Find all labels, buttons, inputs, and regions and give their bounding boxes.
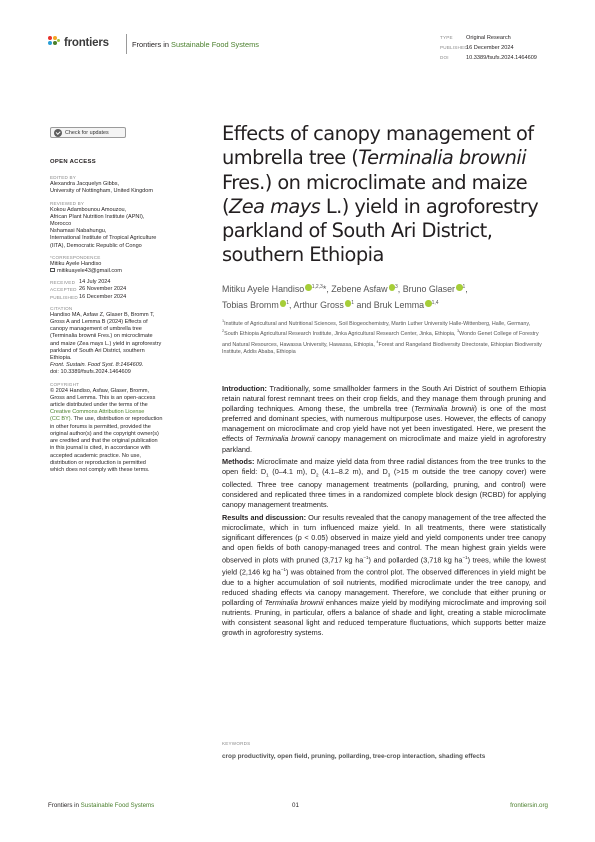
affil-text: Forest and Rangeland Biodiversity Directorate, Ethiopian Biodiversity Institute, Addis Ababa, Ethiopia bbox=[222, 341, 542, 356]
type-label: TYPE bbox=[440, 35, 453, 40]
journal-title: Sustainable Food Systems bbox=[171, 40, 259, 49]
abstract-text: ) is one of the most preferred and dominant species, with numerous multipurpose uses. However, the effects of canopy management on microclimate and crop yield have not yet been investigated. Here, we present the effects of bbox=[222, 404, 546, 444]
open-access-label: OPEN ACCESS bbox=[50, 159, 96, 165]
license-link[interactable]: Creative Commons Attribution License bbox=[50, 409, 145, 416]
copyright-line: The use, distribution or reproduction bbox=[73, 416, 163, 423]
article-title bbox=[222, 122, 552, 268]
abstract-text: canopy management on microclimate and maize yield in agroforestry parkland. bbox=[222, 434, 546, 454]
abstract-text: (0–4.1 m), D bbox=[268, 466, 317, 476]
author-name: Arthur Gross bbox=[293, 299, 344, 310]
subscript: 2 bbox=[316, 472, 319, 478]
affil-number: 3 bbox=[457, 329, 460, 334]
email-icon bbox=[50, 268, 55, 272]
reviewer-line: Kokou Adambounou Amouzou, bbox=[50, 206, 127, 213]
check-for-updates-button[interactable] bbox=[50, 127, 126, 138]
corresponding-mark: * bbox=[322, 283, 327, 294]
title-text: L.) yield in agroforestry parkland of South Ari District, southern Ethiopia bbox=[222, 194, 539, 267]
correspondence bbox=[50, 254, 200, 275]
abstract-results bbox=[222, 513, 546, 639]
accepted-label: ACCEPTED bbox=[50, 287, 77, 293]
abstract-text: ) was obtained from the control plot. The observed differences in yield might be due to a higher accumulation of soil nutrients, modified microclimate under the tree canopy, and reduced shading effects via canopy management. Therefore, we conclude that either pruning or pollarding of bbox=[222, 567, 547, 608]
author-name: Tobias Bromm bbox=[222, 299, 279, 310]
editor-line: Alexandra Jacquelyn Gibbs, bbox=[50, 181, 120, 188]
footer-journal-name: Sustainable Food Systems bbox=[80, 802, 155, 809]
abstract-text: ) trees, while the lowest yield (2,146 kg ha bbox=[222, 555, 547, 577]
frontiers-logo[interactable] bbox=[48, 36, 109, 49]
page-footer bbox=[48, 802, 548, 809]
title-text: Fres.) on microclimate and maize ( bbox=[222, 170, 528, 218]
citation-journal: Front. Sustain. Food Syst. 8:1464609. bbox=[50, 362, 144, 369]
citation-line: canopy management of umbrella tree bbox=[50, 326, 142, 333]
page-header bbox=[48, 33, 548, 61]
section-heading: Introduction: bbox=[222, 384, 267, 393]
citation-line: and maize (Zea mays L.) yield in agroforestry bbox=[50, 340, 162, 347]
abstract-text: enhances maize yield by modifying microclimate and improving soil nutrients. Pruning, in particular, offers a balance of shade and light, creating a stable microclimate with consistent seasonal light and reduced temperature fluctuations, which supports better maize growth in agroforestry systems. bbox=[222, 598, 546, 638]
header-divider bbox=[126, 34, 127, 54]
frontiers-logo-icon bbox=[48, 36, 61, 49]
citation-label: CITATION bbox=[50, 305, 73, 311]
published-value: 16 December 2024 bbox=[466, 45, 514, 51]
editor-line: University of Nottingham, United Kingdom bbox=[50, 188, 153, 195]
keywords bbox=[222, 741, 546, 762]
copyright-line: in this journal is cited, in accordance with bbox=[50, 445, 151, 452]
reviewer-line: (IITA), Democratic Republic of Congo bbox=[50, 242, 142, 249]
abstract-introduction bbox=[222, 384, 546, 455]
dates bbox=[50, 279, 200, 301]
species-name: Terminalia brownii bbox=[255, 434, 315, 444]
accepted-value: 26 November 2024 bbox=[79, 286, 127, 293]
page-number: 01 bbox=[292, 802, 299, 809]
reviewer-line: African Plant Nutrition Institute (APNI), bbox=[50, 213, 145, 220]
reviewed-by bbox=[50, 200, 200, 250]
abstract-text: (4.1–8.2 m), and D bbox=[318, 466, 388, 476]
author-affil: 1 bbox=[351, 299, 355, 306]
citation-line: Handiso MA, Asfaw Z, Glaser B, Bromm T, bbox=[50, 311, 155, 318]
copyright-line: Gross and Lemma. This is an open-access bbox=[50, 394, 156, 401]
published-value: 16 December 2024 bbox=[79, 293, 127, 300]
abstract-text: Our results revealed that the canopy management of the tree affected the microclimate, which in turn influenced maize yield. In all treatments, there were statistically significant differences (p < 0.05) observed in maize yield and yield components under tree canopy and open fields of both canopy-managed trees and control. The mean highest grain yields were observed in plots with pruned (3,717 kg ha bbox=[222, 512, 546, 565]
footer-journal[interactable] bbox=[48, 802, 154, 809]
email-text: mitikuayele43@gmail.com bbox=[57, 268, 122, 275]
abstract-text: ) and pollarded (3,718 kg ha bbox=[368, 555, 463, 565]
abstract-text: Traditionally, some smallholder farmers in the South Ari District of southern Ethiopia retain natural forest remnant trees on their crop fields, and they manage them through pruning and pollarding techniques. Among these, the umbrella tree ( bbox=[222, 384, 546, 414]
author-name: Bruno Glaser bbox=[402, 283, 456, 294]
author[interactable] bbox=[374, 300, 439, 310]
keywords-text: crop productivity, open field, pruning, pollarding, tree-crop interaction, shading effects bbox=[222, 753, 486, 760]
keywords-label: KEYWORDS bbox=[222, 741, 251, 746]
superscript: −1 bbox=[363, 554, 369, 560]
license-link[interactable]: (CC BY). bbox=[50, 416, 73, 423]
journal-prefix: Frontiers in bbox=[132, 40, 172, 49]
correspondence-email[interactable] bbox=[50, 268, 200, 275]
reviewer-line: Morocco bbox=[50, 221, 72, 228]
superscript: −1 bbox=[462, 554, 468, 560]
author-name: Zebene Asfaw bbox=[331, 283, 388, 294]
author-list bbox=[222, 280, 552, 312]
section-heading: Methods: bbox=[222, 456, 255, 466]
abstract bbox=[222, 384, 546, 641]
copyright-line: accepted academic practice. No use, bbox=[50, 452, 141, 459]
citation-line: Ethiopia. bbox=[50, 355, 72, 362]
copyright-line: distribution or reproduction is permitted bbox=[50, 459, 146, 466]
affil-text: Wondo Genet College of Forestry and Natural Resources, Hawassa University, Hawassa, Ethiopia, bbox=[222, 331, 539, 348]
check-updates-label: Check for updates bbox=[65, 129, 109, 136]
species-name: Terminalia brownii bbox=[264, 598, 324, 608]
title-species: Terminalia brownii bbox=[358, 146, 527, 170]
author[interactable]: Mitiku Ayele Handiso $^{1,2,3}$*, bbox=[222, 283, 332, 294]
author[interactable]: Arthur Gross $^1$ and bbox=[293, 299, 374, 310]
citation-line: (Terminalia brownii Fres.) on microclimate bbox=[50, 333, 153, 340]
sidebar bbox=[50, 159, 200, 478]
abstract-text: Microclimate and maize yield data from three radial distances from the tree trunks to the open field: D bbox=[222, 456, 546, 476]
citation bbox=[50, 305, 200, 377]
reviewed-by-label: REVIEWED BY bbox=[50, 200, 85, 206]
received-value: 14 July 2024 bbox=[79, 279, 111, 286]
copyright-line: © 2024 Handiso, Asfaw, Glaser, Bromm, bbox=[50, 387, 150, 394]
author-affil: 1 bbox=[286, 299, 289, 306]
doi-label: DOI bbox=[440, 55, 449, 60]
type-value: Original Research bbox=[466, 35, 511, 41]
received-label: RECEIVED bbox=[50, 280, 76, 286]
copyright-line: in other forums is permitted, provided the bbox=[50, 423, 151, 430]
author-name: Bruk Lemma bbox=[373, 299, 425, 310]
reviewer-line: International Institute of Tropical Agriculture bbox=[50, 235, 157, 242]
article-meta bbox=[440, 33, 537, 63]
superscript: −1 bbox=[280, 567, 286, 573]
correspondence-label: *CORRESPONDENCE bbox=[50, 254, 101, 260]
author[interactable]: Bruno Glaser $^1$, bbox=[402, 283, 468, 294]
author-affil: 1,2,3 bbox=[311, 284, 323, 290]
section-heading: Results and discussion: bbox=[222, 512, 307, 522]
author-affil: 1 bbox=[462, 284, 466, 290]
correspondence-name: Mitiku Ayele Handiso bbox=[50, 260, 102, 267]
copyright bbox=[50, 381, 200, 474]
title-species: Zea mays bbox=[229, 194, 321, 218]
title-text: Effects of canopy management of umbrella tree ( bbox=[222, 122, 534, 170]
affil-text: Institute of Agricultural and Nutritional Sciences, Soil Biogeochemistry, Martin Luther University Halle-Wittenberg, Halle, Germany, bbox=[224, 320, 531, 327]
copyright-line: original author(s) and the copyright owner(s) bbox=[50, 430, 159, 437]
reviewer-line: Nshamasi Nabahungu, bbox=[50, 228, 107, 235]
affil-text: South Ethiopia Agricultural Research Institute, Jinka Agricultural Research Center, Jinka, Ethiopia, bbox=[224, 331, 457, 338]
affil-number: 2 bbox=[222, 329, 225, 334]
author-affil: 1,4 bbox=[431, 299, 439, 306]
citation-line: parkland of South Ari District, southern bbox=[50, 347, 145, 354]
journal-name[interactable] bbox=[132, 40, 259, 49]
doi-link[interactable]: 10.3389/fsufs.2024.1464609 bbox=[466, 55, 537, 61]
published-label: PUBLISHED bbox=[440, 45, 468, 50]
species-name: Terminalia brownii bbox=[414, 404, 475, 414]
check-updates-icon bbox=[54, 129, 62, 137]
logo-text: frontiers bbox=[64, 36, 109, 49]
affil-number: 1 bbox=[222, 319, 225, 323]
affiliations bbox=[222, 318, 544, 357]
abstract-methods bbox=[222, 457, 546, 511]
footer-site-link[interactable]: frontiersin.org bbox=[510, 802, 548, 809]
author-affil: 3 bbox=[395, 284, 398, 290]
copyright-line: article distributed under the terms of the bbox=[50, 402, 148, 409]
edited-by-label: EDITED BY bbox=[50, 175, 77, 181]
published-label: PUBLISHED bbox=[50, 294, 78, 300]
affil-number: 4 bbox=[376, 339, 379, 344]
edited-by bbox=[50, 174, 200, 195]
author-name: Mitiku Ayele Handiso bbox=[222, 283, 305, 294]
citation-doi[interactable]: doi: 10.3389/fsufs.2024.1464609 bbox=[50, 369, 131, 376]
author[interactable]: Zebene Asfaw $^3$, bbox=[331, 283, 403, 294]
footer-prefix: Frontiers in bbox=[48, 802, 81, 809]
copyright-line: are credited and that the original publication bbox=[50, 438, 158, 445]
abstract-text: (>15 m outside the tree canopy cover) were collected. Three tree canopy management treatments (pollarding, pruning, and control) were considered and replicated three times in a randomized complete block design (RCBD) for applying canopy management treatments. bbox=[222, 466, 546, 510]
author[interactable]: Tobias Bromm $^1$, bbox=[222, 299, 294, 310]
copyright-label: COPYRIGHT bbox=[50, 381, 80, 387]
subscript: 1 bbox=[266, 472, 269, 478]
citation-line: Gross A and Lemma B (2024) Effects of bbox=[50, 319, 148, 326]
subscript: 3 bbox=[387, 472, 391, 478]
copyright-line: which does not comply with these terms. bbox=[50, 466, 150, 473]
